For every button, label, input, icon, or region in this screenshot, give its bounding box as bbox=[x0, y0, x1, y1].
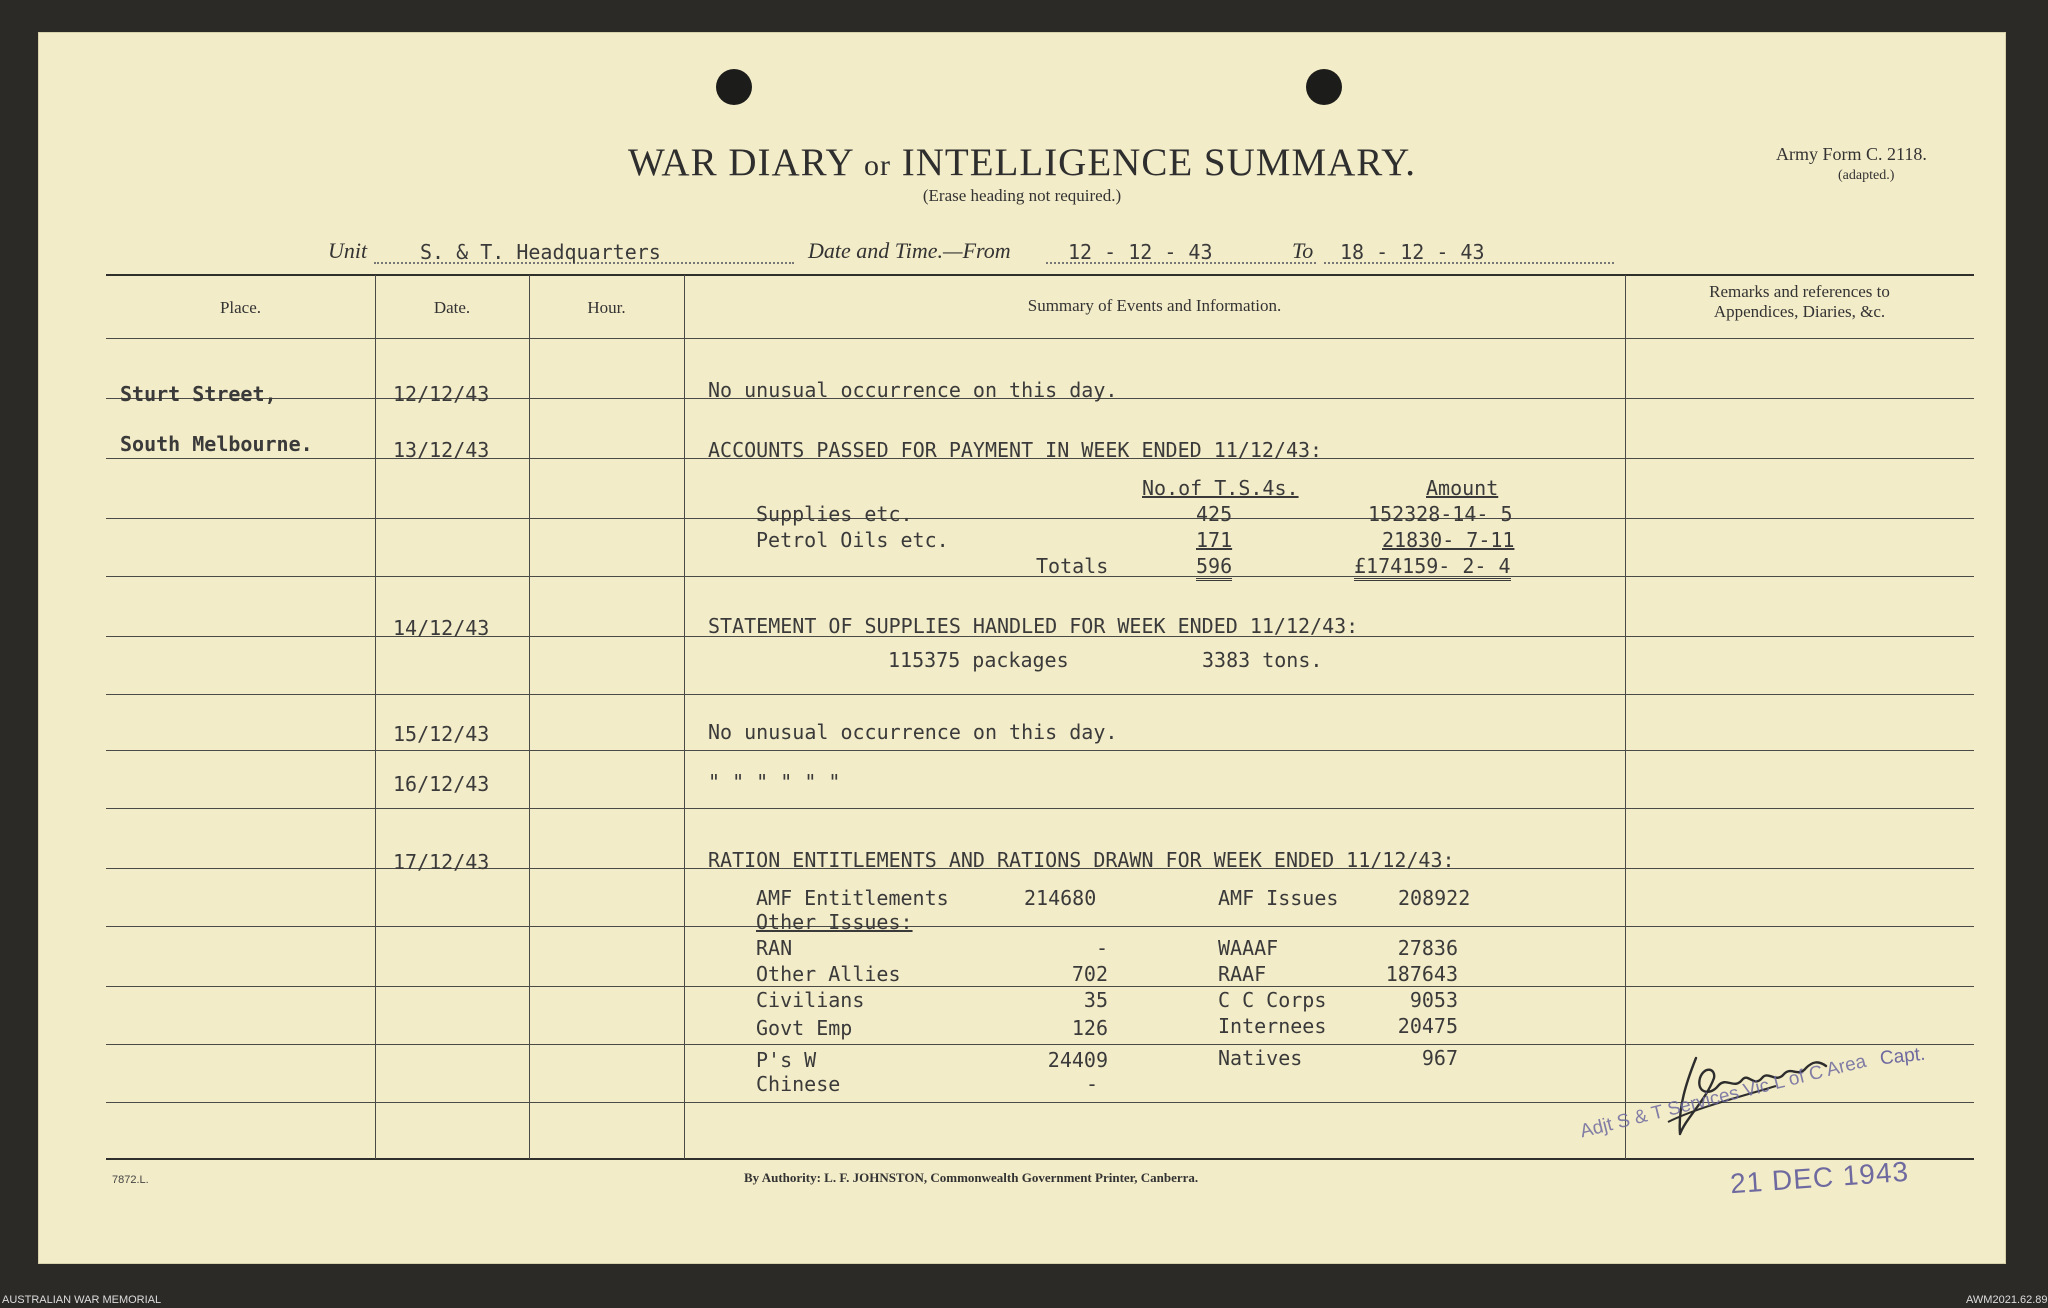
ruled-line bbox=[106, 694, 1974, 695]
accounts-row-label: Supplies etc. bbox=[756, 502, 913, 526]
issue-left-label: Civilians bbox=[756, 988, 865, 1012]
ruled-line bbox=[106, 986, 1974, 987]
page-subtitle: (Erase heading not required.) bbox=[922, 186, 1122, 205]
amf-issues-value: 208922 bbox=[1398, 886, 1471, 910]
supplies-tons: 3383 tons. bbox=[1202, 648, 1323, 672]
ruled-line bbox=[106, 750, 1974, 751]
issue-left-value: 702 bbox=[1071, 962, 1108, 986]
archive-reference: AWM2021.62.89 bbox=[1966, 1294, 2048, 1306]
date-entry: 12/12/43 bbox=[393, 382, 490, 406]
entry-no-occurrence: No unusual occurrence on this day. bbox=[708, 720, 1118, 744]
adjutant-stamp: Adjt S & T Services Vic L of C Area bbox=[1578, 1050, 1869, 1143]
column-header-summary: Summary of Events and Information. bbox=[1027, 296, 1282, 315]
column-divider bbox=[529, 275, 530, 1159]
date-from-value: 12 - 12 - 43 bbox=[1068, 240, 1213, 264]
punch-hole bbox=[716, 69, 752, 105]
column-header-hour: Hour. bbox=[587, 298, 626, 317]
other-issues-heading: Other Issues: bbox=[756, 910, 913, 934]
entry-supplies-heading: STATEMENT OF SUPPLIES HANDLED FOR WEEK ENDED 11/12/43: bbox=[708, 614, 1359, 638]
accounts-totals-label: Totals bbox=[1036, 554, 1109, 578]
form-number: Army Form C. 2118. bbox=[1776, 144, 1927, 164]
accounts-row-label: Petrol Oils etc. bbox=[756, 528, 949, 552]
issue-right-label: Natives bbox=[1218, 1046, 1303, 1070]
page-title: WAR DIARY or INTELLIGENCE SUMMARY. bbox=[627, 141, 1417, 184]
accounts-row-amount: 21830- 7-11 bbox=[1382, 528, 1515, 552]
issue-left-value: - bbox=[1085, 1072, 1098, 1096]
date-entry: 16/12/43 bbox=[393, 772, 490, 796]
issue-left-label: Govt Emp bbox=[756, 1016, 853, 1040]
issue-left-value: 35 bbox=[1083, 988, 1108, 1012]
issue-left-label: Other Allies bbox=[756, 962, 901, 986]
column-header-place: Place. bbox=[219, 298, 262, 317]
date-entry: 17/12/43 bbox=[393, 850, 490, 874]
issue-left-label: P's W bbox=[756, 1048, 817, 1072]
issue-right-label: RAAF bbox=[1218, 962, 1267, 986]
issue-right-value: 9053 bbox=[1409, 988, 1458, 1012]
issue-right-value: 20475 bbox=[1397, 1014, 1458, 1038]
accounts-header-amount: Amount bbox=[1426, 476, 1499, 500]
issue-left-label: RAN bbox=[756, 936, 793, 960]
issue-right-label: Internees bbox=[1218, 1014, 1327, 1038]
ruled-line bbox=[106, 338, 1974, 339]
date-from-label: Date and Time.—From bbox=[808, 238, 1011, 263]
issue-right-value: 27836 bbox=[1397, 936, 1458, 960]
accounts-row-count: 171 bbox=[1196, 528, 1233, 552]
column-divider bbox=[1625, 275, 1626, 1159]
printer-authority: By Authority: L. F. JOHNSTON, Commonwealth Government Printer, Canberra. bbox=[744, 1170, 1199, 1185]
table-bottom-rule bbox=[106, 1158, 1974, 1160]
amf-entitlements-label: AMF Entitlements bbox=[756, 886, 949, 910]
diary-sheet bbox=[38, 32, 2006, 1264]
form-subtitle: (adapted.) bbox=[1838, 168, 1895, 183]
accounts-header-count: No.of T.S.4s. bbox=[1142, 476, 1299, 500]
ruled-line bbox=[106, 518, 1974, 519]
issue-right-value: 187643 bbox=[1385, 962, 1458, 986]
accounts-totals-amount: £174159- 2- 4 bbox=[1354, 554, 1511, 581]
issue-left-value: 24409 bbox=[1047, 1048, 1108, 1072]
date-entry: 13/12/43 bbox=[393, 438, 490, 462]
column-header-remarks: Remarks and references to Appendices, Diaries, &c. bbox=[1709, 282, 1890, 321]
entry-accounts-heading: ACCOUNTS PASSED FOR PAYMENT IN WEEK ENDED 11/12/43: bbox=[708, 438, 1323, 462]
table-top-rule bbox=[106, 274, 1974, 276]
punch-hole bbox=[1306, 69, 1342, 105]
entry-no-occurrence: No unusual occurrence on this day. bbox=[708, 378, 1118, 402]
form-code: 7872.L. bbox=[112, 1174, 149, 1186]
issue-left-value: - bbox=[1095, 936, 1108, 960]
issue-right-label: WAAAF bbox=[1218, 936, 1279, 960]
archive-caption: AUSTRALIAN WAR MEMORIAL bbox=[2, 1294, 162, 1306]
ruled-line bbox=[106, 926, 1974, 927]
entry-ditto-marks: " " " " " " bbox=[708, 770, 841, 794]
amf-issues-label: AMF Issues bbox=[1218, 886, 1339, 910]
accounts-row-count: 425 bbox=[1196, 502, 1233, 526]
date-to-value: 18 - 12 - 43 bbox=[1340, 240, 1485, 264]
unit-value: S. & T. Headquarters bbox=[420, 240, 661, 264]
column-divider bbox=[375, 275, 376, 1159]
amf-entitlements-value: 214680 bbox=[1024, 886, 1097, 910]
date-stamp: 21 DEC 1943 bbox=[1729, 1155, 1910, 1200]
date-to-label: To bbox=[1292, 238, 1314, 263]
place-line-2: South Melbourne. bbox=[120, 432, 313, 456]
entry-rations-heading: RATION ENTITLEMENTS AND RATIONS DRAWN FOR WEEK ENDED 11/12/43: bbox=[708, 848, 1455, 872]
issue-left-label: Chinese bbox=[756, 1072, 841, 1096]
place-line-1: Sturt Street, bbox=[120, 382, 277, 406]
accounts-totals-count: 596 bbox=[1196, 554, 1232, 581]
unit-label: Unit bbox=[328, 238, 368, 263]
issue-right-value: 967 bbox=[1421, 1046, 1458, 1070]
column-header-date: Date. bbox=[433, 298, 471, 317]
date-entry: 15/12/43 bbox=[393, 722, 490, 746]
ruled-line bbox=[106, 808, 1974, 809]
issue-left-value: 126 bbox=[1071, 1016, 1108, 1040]
signature-rank: Capt. bbox=[1878, 1043, 1927, 1070]
accounts-row-amount: 152328-14- 5 bbox=[1368, 502, 1513, 526]
column-divider bbox=[684, 275, 685, 1159]
issue-right-label: C C Corps bbox=[1218, 988, 1327, 1012]
supplies-packages: 115375 packages bbox=[888, 648, 1069, 672]
date-entry: 14/12/43 bbox=[393, 616, 490, 640]
